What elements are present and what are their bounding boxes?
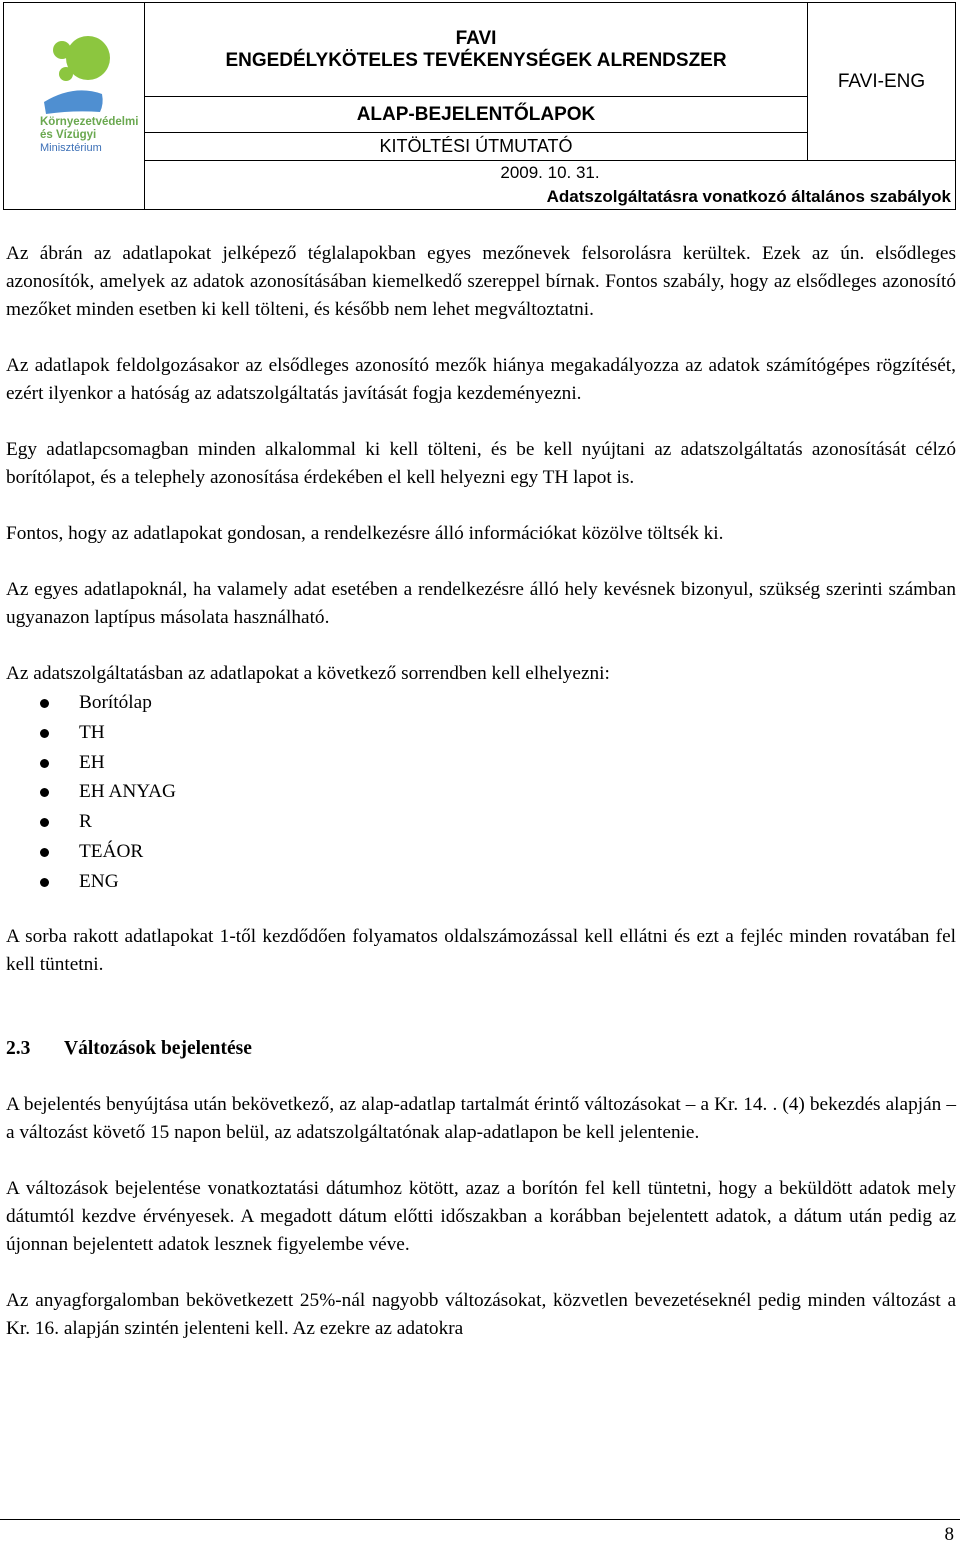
ministry-logo [4, 3, 145, 210]
system-title-line1: FAVI [455, 27, 497, 49]
bullet-icon [40, 818, 49, 827]
system-title [145, 3, 808, 97]
paragraph: Az adatszolgáltatásban az adatlapokat a következő sorrendben kell elhelyezni: [6, 663, 610, 684]
list-item-label: ENG [79, 870, 119, 892]
list-item [6, 777, 956, 807]
bullet-icon [40, 848, 49, 857]
list-item-label: EH ANYAG [79, 781, 176, 803]
logo-text-line3: Minisztérium [40, 142, 102, 154]
paragraph: A sorba rakott adatlapokat 1-től kezdődően folyamatos oldalszámozással kell ellátni és ezt a fejléc minden rovatában fel kell tüntetni. [6, 925, 956, 975]
list-item-label: R [79, 811, 92, 833]
list-item [6, 807, 956, 837]
paragraph: Az adatlapok feldolgozásakor az elsődleges azonosító mezők hiánya megakadályozza az adatok számítógépes rögzítését, ezért ilyenkor a hatóság az adatszolgáltatás javítását fogja kezdeményezni. [6, 355, 956, 404]
paragraph: Az egyes adatlapoknál, ha valamely adat esetében a rendelkezésre álló hely kevésnek bizonyul, szükség szerinti számban ugyanazon laptípus másolata használható. [6, 579, 956, 628]
list-item-label: Borítólap [79, 692, 152, 713]
paragraph: A változások bejelentése vonatkoztatási dátumhoz kötött, azaz a borítón fel kell tüntetni, hogy a beküldött adatok mely dátumtól kezdve érvényesek. A megadott dátum előtti időszakban a korábban bejelentett adatok, a dátum után pedig az újonnan bejelentett adatok lesznek figyelembe véve. [6, 1177, 956, 1255]
paragraph: Fontos, hogy az adatlapokat gondosan, a rendelkezésre álló információkat közölve töltsék ki. [6, 523, 724, 544]
paragraph: Az ábrán az adatlapokat jelképező téglalapokban egyes mezőnevek felsorolásra kerültek. Ezek az ún. elsődleges azonosítók, amelyek az adatok azonosításában kiemelkedő szereppel bírnak. Fontos szabály, hogy az elsődleges azonosító mezőket minden esetben ki kell tölteni, és később nem lehet megváltoztatni. [6, 243, 956, 320]
list-item [6, 837, 956, 867]
bullet-icon [40, 878, 49, 887]
list-item [6, 748, 956, 778]
list-item [6, 718, 956, 748]
guide-label: KITÖLTÉSI ÚTMUTATÓ [145, 133, 808, 161]
bullet-icon [40, 759, 49, 768]
document-body [6, 240, 956, 1343]
logo-text-line2: és Vízügyi [40, 129, 97, 141]
list-item-label: TEÁOR [79, 840, 144, 862]
section-number: 2.3 [6, 1037, 31, 1059]
system-title-line2: ENGEDÉLYKÖTELES TEVÉKENYSÉGEK ALRENDSZER [225, 49, 727, 71]
document-code: FAVI-ENG [808, 3, 956, 161]
sheet-order-list [6, 688, 956, 897]
bullet-icon [40, 788, 49, 797]
logo-text-line1: Környezetvédelmi [40, 116, 139, 128]
section-heading [6, 1035, 956, 1063]
footer-divider [0, 1519, 960, 1520]
list-item [6, 688, 956, 718]
document-subtitle: ALAP-BEJELENTŐLAPOK [145, 97, 808, 133]
paragraph: A bejelentés benyújtása után bekövetkező, az alap-adatlap tartalmát érintő változásokat – a Kr. 14. . (4) bekezdés alapján – a változást követő 15 napon belül, az adatszolgáltatónak alap-adatlapon be kell jelentenie. [6, 1093, 956, 1143]
page-header [3, 2, 956, 210]
chapter-title: Adatszolgáltatásra vonatkozó általános szabályok [546, 187, 951, 206]
paragraph: Az anyagforgalomban bekövetkezett 25%-nál nagyobb változásokat, közvetlen bevezetéseknél pedig minden változást a Kr. 16. alapján szintén jelenteni kell. Az ezekre az adatokra [6, 1289, 956, 1339]
list-item-label: TH [79, 721, 105, 743]
list-item [6, 867, 956, 897]
section-title: Változások bejelentése [64, 1037, 252, 1059]
paragraph: Egy adatlapcsomagban minden alkalommal ki kell tölteni, és be kell nyújtani az adatszolgáltatás azonosítását célzó borítólapot, és a telephely azonosítása érdekében el kell helyezni egy TH lapot is. [6, 439, 956, 488]
list-item-label: EH [79, 751, 105, 773]
bullet-icon [40, 729, 49, 738]
page-number: 8 [944, 1524, 954, 1545]
bullet-icon [40, 699, 49, 708]
document-date: 2009. 10. 31. [500, 163, 600, 182]
logo-tree-icon [4, 24, 144, 124]
